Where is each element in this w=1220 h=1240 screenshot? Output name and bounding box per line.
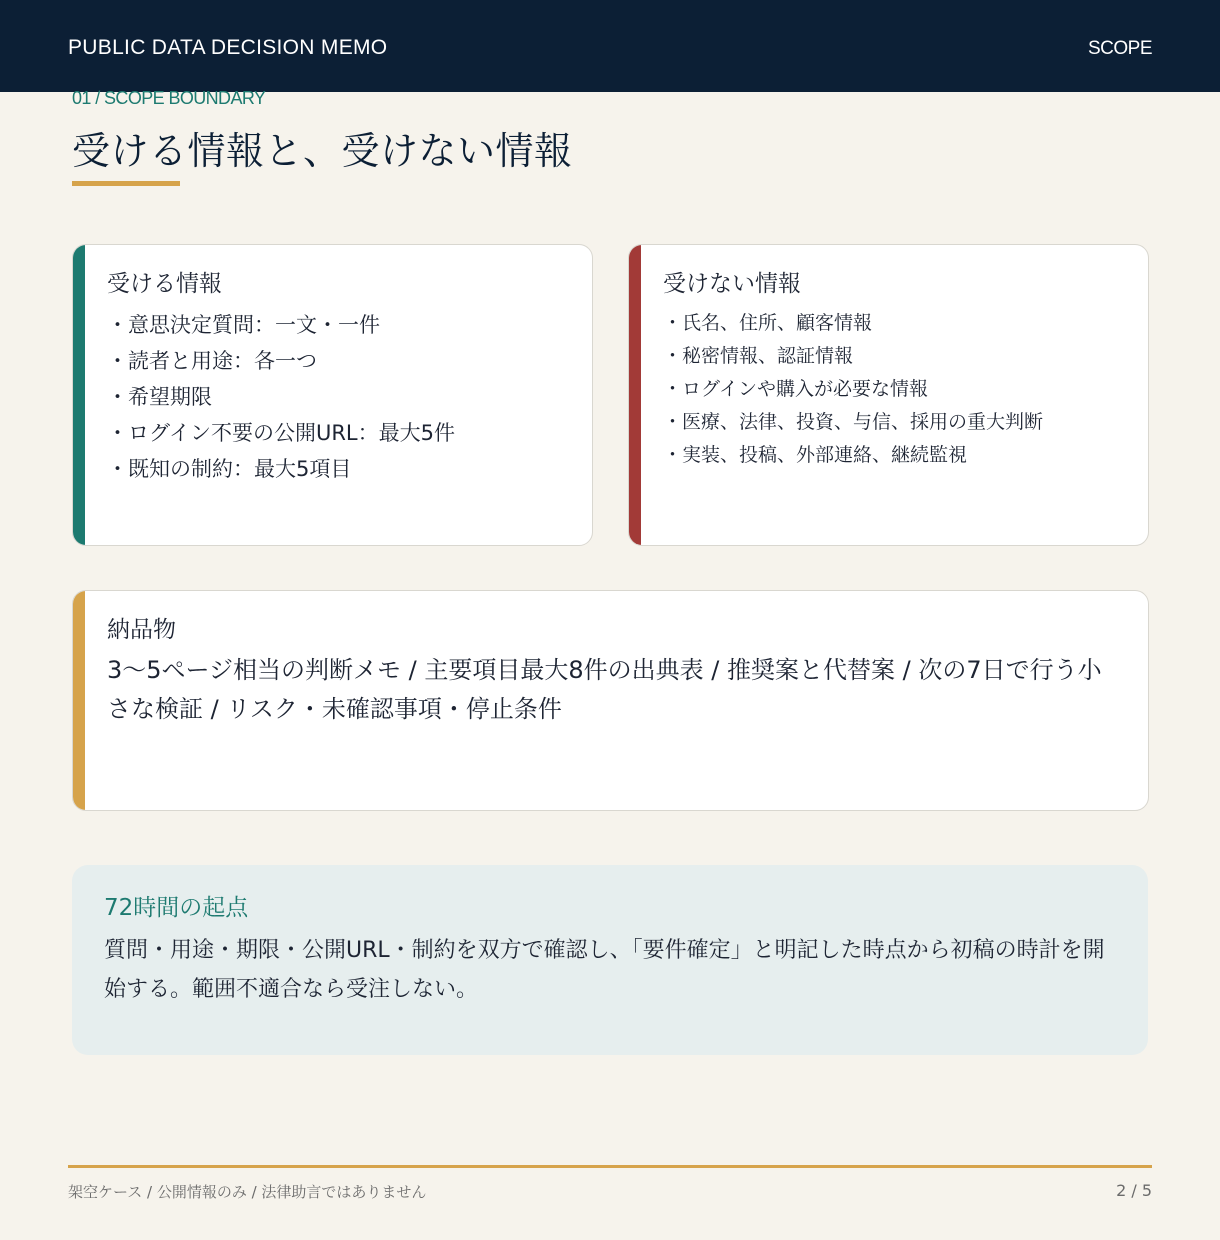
deliverables-body: 3〜5ページ相当の判断メモ / 主要項目最大8件の出典表 / 推奨案と代替案 / 次の7日で行う小さな検証 / リスク・未確認事項・停止条件	[107, 656, 1102, 723]
section-tag: SCOPE	[1087, 38, 1152, 59]
list-item: ・実装、投稿、外部連絡、継続監視	[663, 444, 968, 466]
title-underline	[72, 181, 180, 186]
list-item: ・読者と用途：各一つ	[107, 349, 317, 373]
page-title: 受ける情報と、受けない情報	[72, 129, 573, 173]
reject-card-title: 受けない情報	[663, 271, 801, 297]
accept-card	[72, 244, 593, 546]
page-number: 2 / 5	[1116, 1181, 1152, 1200]
accept-list	[107, 307, 455, 487]
list-item: ・意思決定質問：一文・一件	[107, 313, 380, 337]
start-point-body: 質問・用途・期限・公開URL・制約を双方で確認し、「要件確定」と明記した時点から初稿の時計を開始する。範囲不適合なら受注しない。	[104, 938, 1105, 1002]
footer-divider	[68, 1165, 1152, 1168]
list-item: ・秘密情報、認証情報	[663, 345, 854, 367]
list-item: ・氏名、住所、顧客情報	[663, 312, 873, 334]
list-item: ・既知の制約：最大5項目	[107, 457, 352, 481]
accept-card-title: 受ける情報	[107, 271, 222, 297]
start-point-title: 72時間の起点	[104, 895, 249, 921]
deliverables-card-title: 納品物	[107, 617, 176, 643]
accept-accent-bar	[73, 245, 85, 545]
reject-list	[663, 307, 1043, 472]
deliverables-card	[72, 590, 1149, 811]
list-item: ・ログイン不要の公開URL：最大5件	[107, 421, 455, 445]
document-title: PUBLIC DATA DECISION MEMO	[68, 36, 388, 59]
list-item: ・医療、法律、投資、与信、採用の重大判断	[663, 411, 1044, 433]
list-item: ・希望期限	[107, 385, 212, 409]
footer-note: 架空ケース / 公開情報のみ / 法律助言ではありません	[68, 1183, 427, 1201]
deliverables-accent-bar	[73, 591, 85, 810]
reject-accent-bar	[629, 245, 641, 545]
reject-card	[628, 244, 1149, 546]
list-item: ・ログインや購入が必要な情報	[663, 378, 929, 400]
top-bar	[0, 0, 1220, 92]
section-eyebrow: 01 / SCOPE BOUNDARY	[72, 88, 266, 108]
start-point-callout	[72, 865, 1148, 1055]
